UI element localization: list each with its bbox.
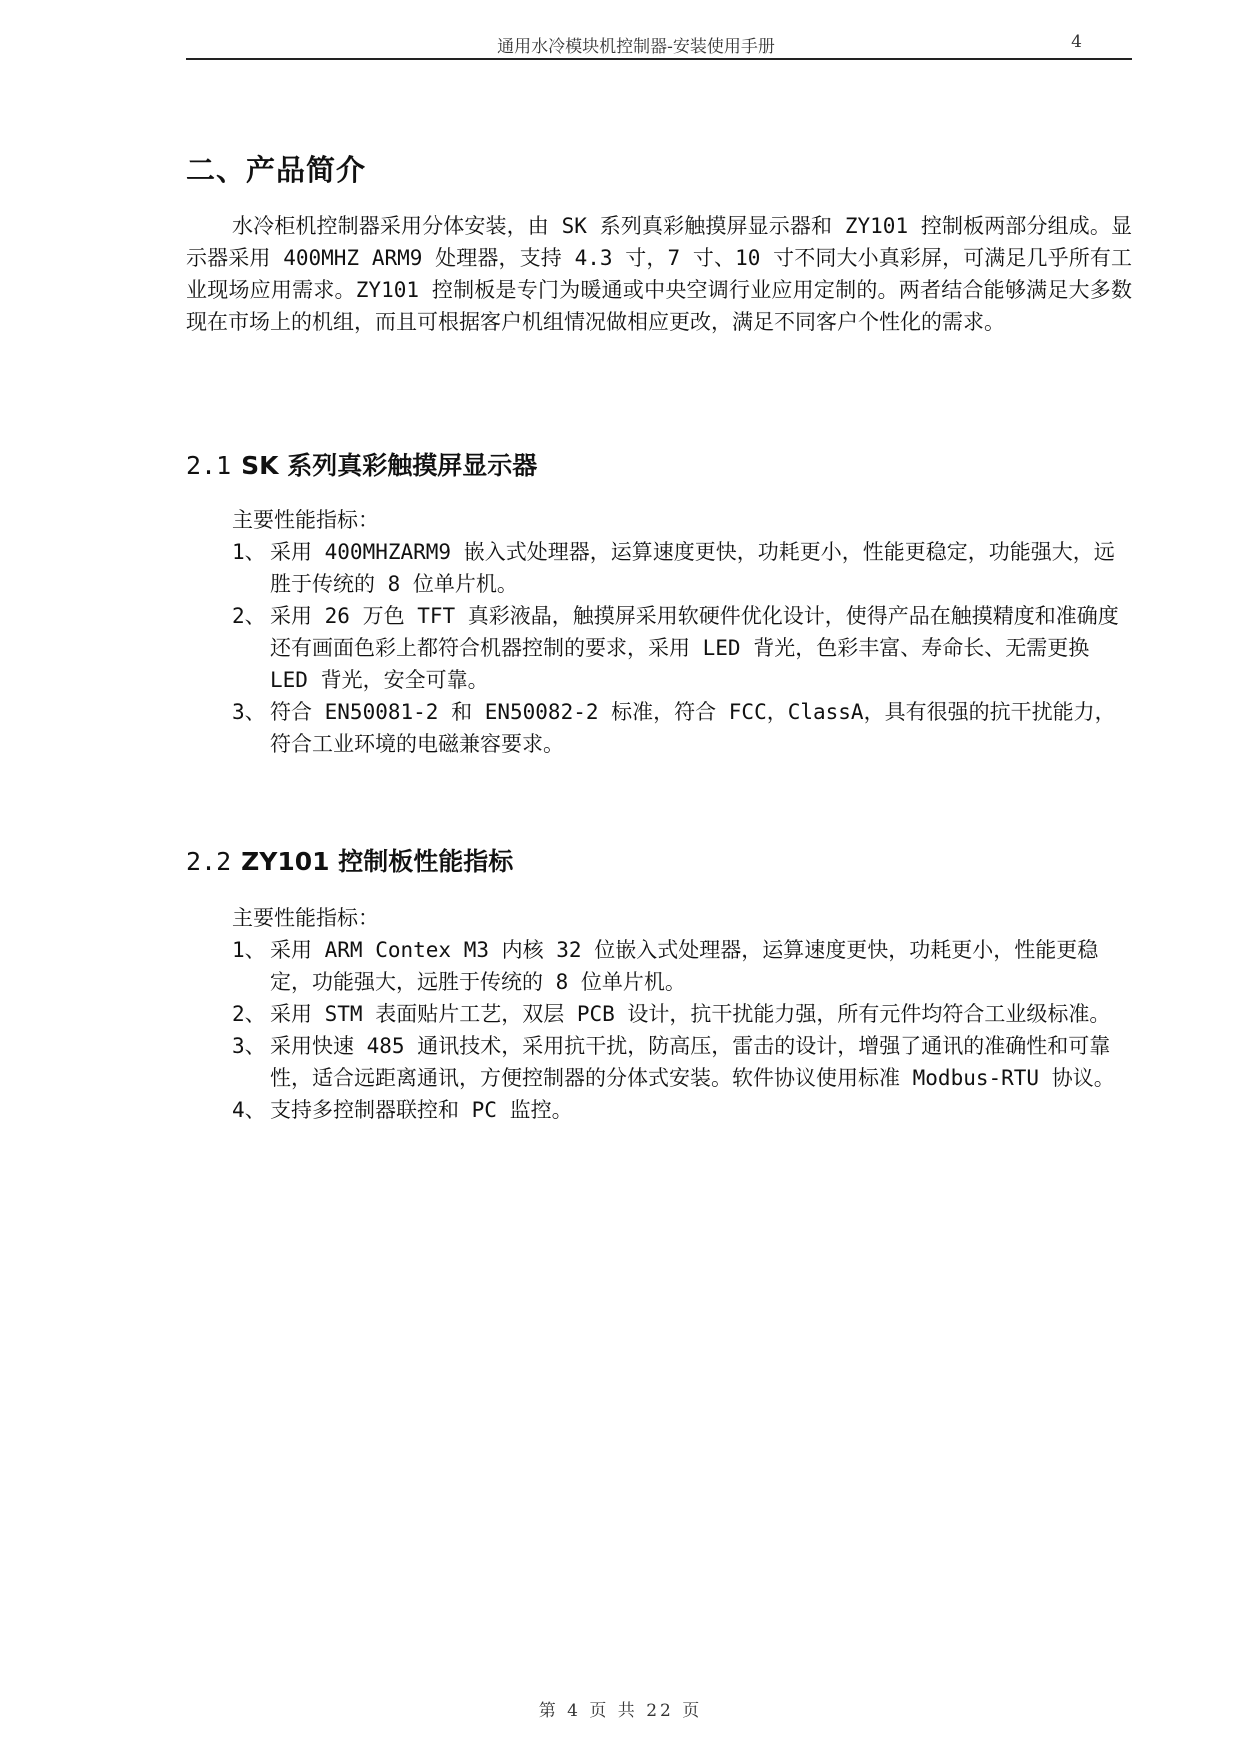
list-item (232, 1094, 1132, 1126)
list-item (232, 1030, 1132, 1094)
list-item-text: 采用 400MHZARM9 嵌入式处理器，运算速度更快，功耗更小，性能更稳定，功能强大，远胜于传统的 8 位单片机。 (270, 540, 1115, 596)
page-header (186, 28, 1132, 60)
subsection-heading-2-1 (186, 446, 537, 482)
subsection-body-2-2 (232, 902, 1132, 1126)
list-marker: 4、 (232, 1098, 266, 1122)
list-marker: 2、 (232, 1002, 266, 1026)
spec-list (232, 934, 1132, 1126)
intro-paragraph: 水冷柜机控制器采用分体安装，由 SK 系列真彩触摸屏显示器和 ZY101 控制板两部分组成。显示器采用 400MHZ ARM9 处理器，支持 4.3 寸，7 寸、10 寸不同大小真彩屏，可满足几乎所有工业现场应用需求。ZY101 控制板是专门为暖通或中央空调行业应用定制的。两者结合能够满足大多数现在市场上的机组，而且可根据客户机组情况做相应更改，满足不同客户个性化的需求。 (186, 214, 1132, 334)
list-item-text: 采用 ARM Contex M3 内核 32 位嵌入式处理器，运算速度更快，功耗更小，性能更稳定，功能强大，远胜于传统的 8 位单片机。 (270, 938, 1099, 994)
spec-list (232, 536, 1132, 760)
header-title: 通用水冷模块机控制器-安装使用手册 (497, 37, 775, 57)
lead-text: 主要性能指标： (232, 906, 379, 930)
list-item (232, 536, 1132, 600)
list-marker: 2、 (232, 604, 266, 628)
section-title: 二、产品简介 (186, 153, 367, 187)
list-item-text: 采用快速 485 通讯技术，采用抗干扰，防高压，雷击的设计，增强了通讯的准确性和可靠性，适合远距离通讯，方便控制器的分体式安装。软件协议使用标准 Modbus-RTU 协议。 (270, 1034, 1115, 1090)
list-item (232, 696, 1132, 760)
list-item-text: 采用 STM 表面贴片工艺，双层 PCB 设计，抗干扰能力强，所有元件均符合工业级标准。 (270, 1002, 1111, 1026)
list-item-text: 采用 26 万色 TFT 真彩液晶，触摸屏采用软硬件优化设计，使得产品在触摸精度和准确度还有画面色彩上都符合机器控制的要求，采用 LED 背光，色彩丰富、寿命长、无需更换 LED 背光，安全可靠。 (270, 604, 1119, 692)
list-marker: 3、 (232, 700, 266, 724)
subsection-number: 2.1 (186, 451, 232, 480)
list-marker: 3、 (232, 1034, 266, 1058)
subsection-body-2-1 (232, 504, 1132, 760)
page-footer: 第 4 页 共 22 页 (538, 1701, 703, 1721)
subsection-title: SK 系列真彩触摸屏显示器 (241, 451, 538, 480)
header-page-number: 4 (1071, 32, 1082, 52)
subsection-heading-2-2 (186, 842, 513, 878)
lead-text: 主要性能指标： (232, 508, 379, 532)
subsection-number: 2.2 (186, 847, 232, 876)
list-item (232, 998, 1132, 1030)
list-item (232, 600, 1132, 696)
subsection-title: ZY101 控制板性能指标 (241, 847, 514, 876)
list-marker: 1、 (232, 540, 266, 564)
list-item (232, 934, 1132, 998)
list-item-text: 支持多控制器联控和 PC 监控。 (270, 1098, 573, 1122)
list-marker: 1、 (232, 938, 266, 962)
list-item-text: 符合 EN50081-2 和 EN50082-2 标准，符合 FCC，ClassA，具有很强的抗干扰能力，符合工业环境的电磁兼容要求。 (270, 700, 1116, 756)
